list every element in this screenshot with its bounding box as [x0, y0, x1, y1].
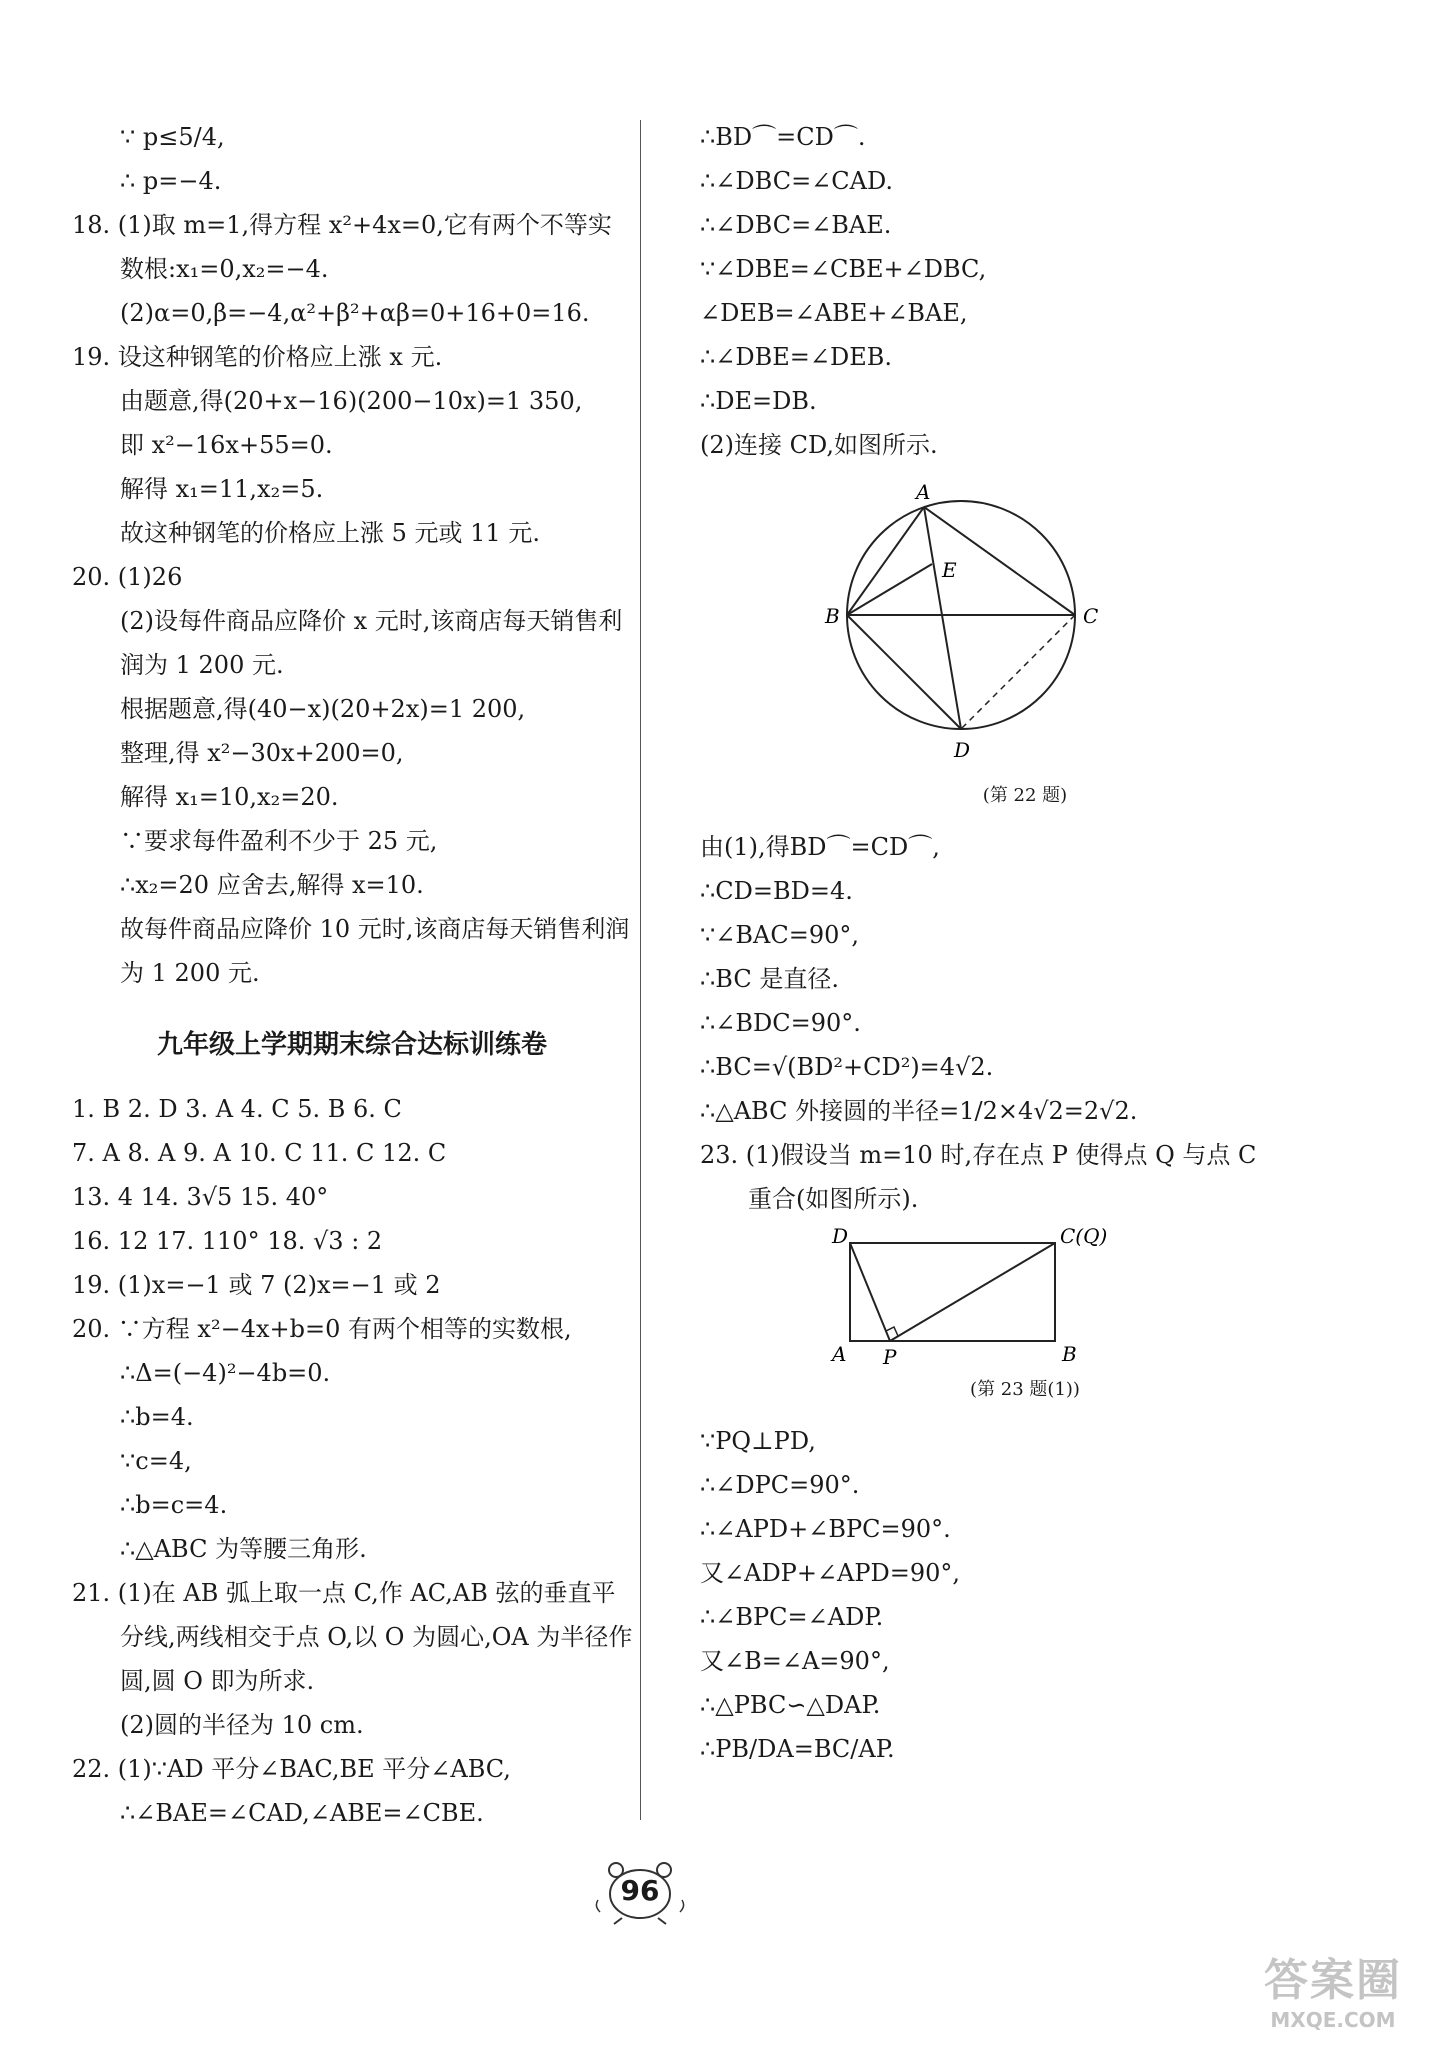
- text-line: 润为 1 200 元.: [120, 651, 284, 679]
- page-number: [592, 1860, 688, 1926]
- answer-line: 19. (1)x=−1 或 7 (2)x=−1 或 2: [72, 1271, 441, 1299]
- text-line: ∴b=4.: [120, 1403, 194, 1431]
- text-line: ∴BD⌒=CD⌒.: [700, 123, 866, 151]
- answer-line: 7. A 8. A 9. A 10. C 11. C 12. C: [72, 1139, 447, 1167]
- left-column: [72, 115, 632, 1835]
- text-line: ∴∠DBC=∠BAE.: [700, 211, 892, 239]
- text-line: 圆,圆 O 即为所求.: [120, 1667, 315, 1695]
- text-line: 重合(如图所示).: [748, 1185, 919, 1213]
- text-line: ∴∠BDC=90°.: [700, 1009, 861, 1037]
- label-b: B: [1062, 1342, 1077, 1366]
- text-line: ∴△PBC∽△DAP.: [700, 1691, 881, 1719]
- text-line: 解得 x₁=11,x₂=5.: [120, 475, 324, 503]
- text-line: ∴ p=−4.: [120, 167, 222, 195]
- text-line: 整理,得 x²−30x+200=0,: [120, 739, 404, 767]
- text-line: 即 x²−16x+55=0.: [120, 431, 333, 459]
- label-b: B: [825, 604, 840, 628]
- text-line: (2)圆的半径为 10 cm.: [120, 1711, 364, 1739]
- watermark-sub: MXQE.COM: [1270, 2008, 1396, 2032]
- text-line: ∴△ABC 外接圆的半径=1/2×4√2=2√2.: [700, 1097, 1138, 1125]
- text-line: 21. (1)在 AB 弧上取一点 C,作 AC,AB 弦的垂直平: [72, 1579, 616, 1607]
- text-line: ∴x₂=20 应舍去,解得 x=10.: [120, 871, 424, 899]
- text-line: ∴DE=DB.: [700, 387, 817, 415]
- label-e: E: [942, 558, 957, 582]
- text-line: ∴∠BAE=∠CAD,∠ABE=∠CBE.: [120, 1799, 484, 1827]
- rectangle-diagram: [700, 1221, 1350, 1371]
- answer-line: 16. 12 17. 110° 18. √3 : 2: [72, 1227, 383, 1255]
- text-line: (2)α=0,β=−4,α²+β²+αβ=0+16+0=16.: [120, 299, 590, 327]
- text-line: 故这种钢笔的价格应上涨 5 元或 11 元.: [120, 519, 540, 547]
- text-line: 数根:x₁=0,x₂=−4.: [120, 255, 329, 283]
- circle-diagram: [700, 467, 1350, 777]
- text-line: ∴∠DBE=∠DEB.: [700, 343, 893, 371]
- text-line: ∵PQ⊥PD,: [700, 1427, 816, 1455]
- text-line: 20. (1)26: [72, 563, 183, 591]
- right-column: [700, 115, 1350, 1771]
- text-line: 19. 设这种钢笔的价格应上涨 x 元.: [72, 343, 443, 371]
- text-line: ∵ p≤5/4,: [120, 123, 225, 151]
- text-line: 解得 x₁=10,x₂=20.: [120, 783, 339, 811]
- figure-caption: (第 23 题(1)): [970, 1379, 1080, 1400]
- text-line: ∴△ABC 为等腰三角形.: [120, 1535, 367, 1563]
- label-d: D: [954, 738, 971, 762]
- text-line: ∴PB/DA=BC/AP.: [700, 1735, 895, 1763]
- answer-line: 1. B 2. D 3. A 4. C 5. B 6. C: [72, 1095, 402, 1123]
- figure-caption: (第 22 题): [982, 785, 1068, 806]
- text-line: ∵∠BAC=90°,: [700, 921, 859, 949]
- figure-22: [700, 467, 1350, 811]
- label-d: D: [832, 1224, 849, 1248]
- text-line: ∴∠BPC=∠ADP.: [700, 1603, 884, 1631]
- text-line: 又∠ADP+∠APD=90°,: [700, 1559, 961, 1587]
- label-p: P: [883, 1345, 897, 1369]
- text-line: ∵要求每件盈利不少于 25 元,: [120, 827, 438, 855]
- text-line: ∴CD=BD=4.: [700, 877, 853, 905]
- text-line: (2)设每件商品应降价 x 元时,该商店每天销售利: [120, 607, 623, 635]
- answer-line: 13. 4 14. 3√5 15. 40°: [72, 1183, 329, 1211]
- watermark-main: 答案圈: [1264, 1955, 1402, 2006]
- text-line: ∵∠DBE=∠CBE+∠DBC,: [700, 255, 987, 283]
- text-line: 20. ∵方程 x²−4x+b=0 有两个相等的实数根,: [72, 1315, 572, 1343]
- figure-23: [700, 1221, 1350, 1405]
- text-line: ∵c=4,: [120, 1447, 192, 1475]
- text-line: 根据题意,得(40−x)(20+2x)=1 200,: [120, 695, 526, 723]
- label-cq: C(Q): [1060, 1224, 1108, 1248]
- text-line: 18. (1)取 m=1,得方程 x²+4x=0,它有两个不等实: [72, 211, 612, 239]
- page-number-label: 96: [620, 1874, 660, 1907]
- text-line: ∠DEB=∠ABE+∠BAE,: [700, 299, 968, 327]
- column-divider: [640, 120, 641, 1820]
- text-line: 故每件商品应降价 10 元时,该商店每天销售利润: [120, 915, 630, 943]
- text-line: 23. (1)假设当 m=10 时,存在点 P 使得点 Q 与点 C: [700, 1141, 1257, 1169]
- text-line: 由题意,得(20+x−16)(200−10x)=1 350,: [120, 387, 583, 415]
- text-line: 22. (1)∵AD 平分∠BAC,BE 平分∠ABC,: [72, 1755, 511, 1783]
- text-line: ∴BC=√(BD²+CD²)=4√2.: [700, 1053, 994, 1081]
- text-line: (2)连接 CD,如图所示.: [700, 431, 938, 459]
- label-a: A: [832, 1342, 847, 1366]
- label-a: A: [916, 480, 931, 504]
- text-line: 又∠B=∠A=90°,: [700, 1647, 890, 1675]
- label-c: C: [1083, 604, 1099, 628]
- watermark: [1238, 1954, 1428, 2044]
- text-line: ∴BC 是直径.: [700, 965, 839, 993]
- text-line: ∴b=c=4.: [120, 1491, 228, 1519]
- text-line: ∴∠DPC=90°.: [700, 1471, 860, 1499]
- text-line: 由(1),得BD⌒=CD⌒,: [700, 833, 940, 861]
- text-line: 分线,两线相交于点 O,以 O 为圆心,OA 为半径作: [120, 1623, 633, 1651]
- section-title: 九年级上学期期末综合达标训练卷: [156, 1030, 547, 1060]
- text-line: ∴Δ=(−4)²−4b=0.: [120, 1359, 331, 1387]
- text-line: ∴∠DBC=∠CAD.: [700, 167, 893, 195]
- text-line: 为 1 200 元.: [120, 959, 260, 987]
- text-line: ∴∠APD+∠BPC=90°.: [700, 1515, 951, 1543]
